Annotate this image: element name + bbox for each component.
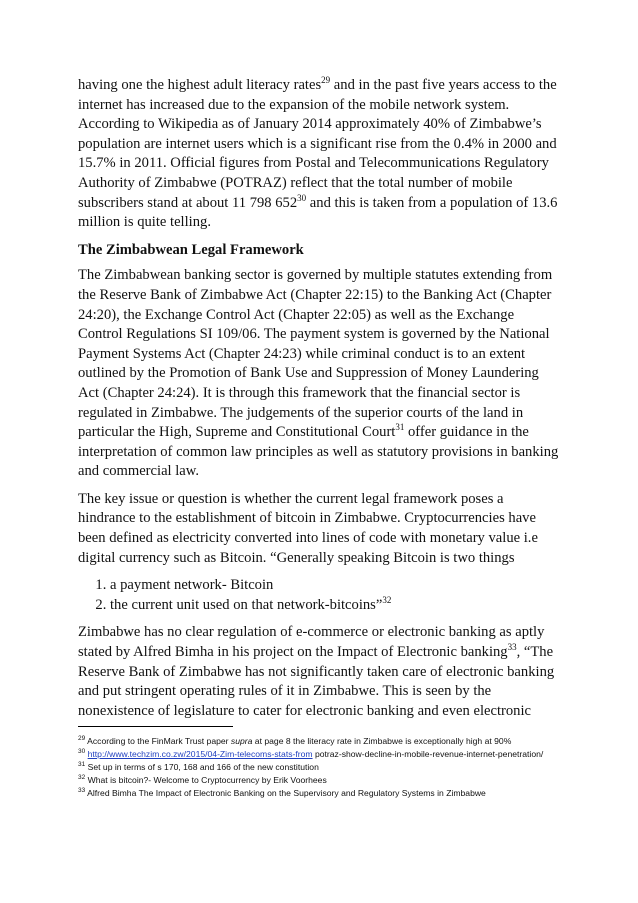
- paragraph-text: , “The Reserve Bank of Zimbabwe has not significantly taken care of electronic banking and put stringent operating rules of it in Zimbabwe. This is seen by the nonexistence of legislature to cater for electronic banking and even electronic: [78, 644, 555, 719]
- footnote-29: [78, 735, 548, 748]
- footnote-33: [78, 787, 548, 800]
- footnote-text: supra: [230, 736, 253, 746]
- paragraph-text: and this is taken from a population of 13.6 million is quite telling.: [78, 194, 558, 231]
- paragraph-key-issue: The key issue or question is whether the current legal framework poses a hindrance to the establishment of bitcoin in Zimbabwe. Cryptocurrencies have been defined as electricity converted into lines of code with monetary value i.e digital currency such as Bitcoin. “Generally speaking Bitcoin is two things: [78, 490, 538, 566]
- footnote-ref-30[interactable]: 30: [297, 192, 307, 203]
- footnote-link[interactable]: http://www.techzim.co.zw/2015/04-Zim-telecoms-stats-from: [87, 749, 313, 759]
- footnote-number: 32: [78, 774, 86, 782]
- list-item: [110, 576, 560, 596]
- paragraph-text: and in the past five years access to the internet has increased due to the expansion of the mobile network system. According to Wikipedia as of January 2014 approximately 40% of Zimbabwe’s population are internet users which is a significant rise from the 0.4% in 2000 and 15.7% in 2011. Official figures from Postal and Telecommunications Regulatory Authority of Zimbabwe (POTRAZ) reflect that the total number of mobile subscribers stand at about 11 798 652: [78, 77, 557, 211]
- footnote-text: at page 8 the literacy rate in Zimbabwe is exceptionally high at 90%: [252, 736, 512, 746]
- paragraph-text: Zimbabwe has no clear regulation of e-commerce or electronic banking as aptly stated by Alfred Bimha in his project on the Impact of Electronic banking: [78, 624, 545, 661]
- footnote-ref-31[interactable]: 31: [395, 422, 405, 433]
- list-item-text: a payment network- Bitcoin: [110, 577, 274, 594]
- section-heading: The Zimbabwean Legal Framework: [78, 241, 304, 258]
- footnote-ref-33[interactable]: 33: [507, 642, 517, 653]
- list-item-text: the current unit used on that network-bitcoins”: [110, 596, 383, 613]
- paragraph-literacy-internet: [78, 76, 560, 233]
- footnote-number: 31: [78, 761, 86, 769]
- footnote-number: 33: [78, 787, 86, 795]
- footnote-ref-29[interactable]: 29: [321, 75, 331, 86]
- footnote-30: [78, 748, 548, 761]
- footnote-number: 29: [78, 735, 86, 743]
- footnote-text: Alfred Bimha The Impact of Electronic Banking on the Supervisory and Regulatory Systems in Zimbabwe: [85, 788, 486, 798]
- paragraph-regulation: [78, 623, 560, 721]
- footnote-text: Set up in terms of s 170, 168 and 166 of the new constitution: [85, 762, 319, 772]
- list-item: [110, 596, 560, 616]
- footnote-32: [78, 774, 548, 787]
- footnote-text: According to the FinMark Trust paper: [85, 736, 231, 746]
- paragraph-text: The Zimbabwean banking sector is governed by multiple statutes extending from the Reserve Bank of Zimbabwe Act (Chapter 22:15) to the Banking Act (Chapter 24:20), the Exchange Control Act (Chapter 22:05) as well as the Exchange Control Regulations SI 109/06. The payment system is governed by the National Payment Systems Act (Chapter 24:23) while criminal conduct is to an extent outlined by the Promotion of Bank Use and Suppression of Money Laundering Act (Chapter 24:24). It is through this framework that the financial sector is regulated in Zimbabwe. The judgements of the superior courts of the land in particular the High, Supreme and Constitutional Court: [78, 267, 553, 441]
- footnote-text: What is bitcoin?- Welcome to Cryptocurrency by Erik Voorhees: [85, 775, 327, 785]
- paragraph-legal-framework: [78, 266, 560, 482]
- footnotes: [78, 735, 548, 800]
- footnote-31: [78, 761, 548, 774]
- bitcoin-list: [78, 576, 560, 615]
- footnote-text: potraz-show-decline-in-mobile-revenue-internet-penetration/: [312, 749, 544, 759]
- footnote-divider: [78, 726, 233, 727]
- paragraph-text: offer guidance in the interpretation of common law principles as well as statutory provisions in banking and commercial law.: [78, 424, 559, 480]
- footnote-ref-32[interactable]: 32: [382, 594, 392, 605]
- document-body: [78, 76, 560, 729]
- footnote-number: 30: [78, 748, 86, 756]
- paragraph-text: having one the highest adult literacy rates: [78, 77, 322, 93]
